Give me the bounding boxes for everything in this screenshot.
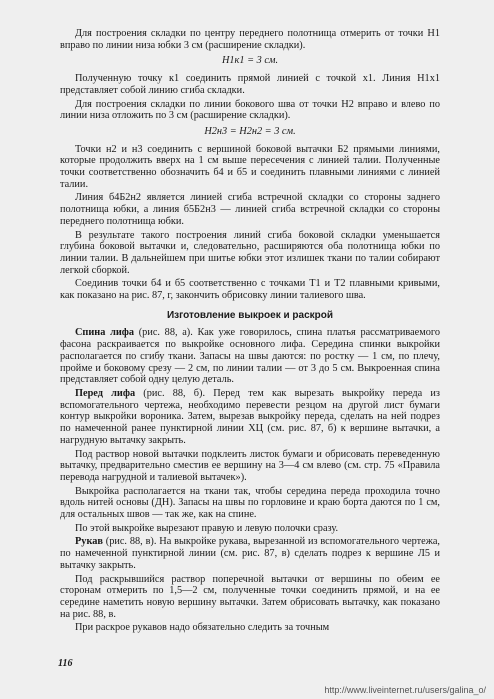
paragraph bbox=[60, 327, 440, 386]
paragraph-text: В результате такого построения линий сгиба боковой складки уменьшается глубина боковой вытачки и, следовательно, расширяются оба полотнища юбки по линии талии. В дальнейшем при шитье юбки этот излишек ткани по талии собирают легкой сборкой. bbox=[60, 229, 440, 276]
formula bbox=[60, 126, 440, 138]
paragraph bbox=[60, 230, 440, 277]
paragraph bbox=[60, 28, 440, 51]
paragraph bbox=[60, 622, 440, 634]
paragraph bbox=[60, 523, 440, 535]
paragraph-text: Соединив точки б4 и б5 соответственно с точками T1 и T2 плавными кривыми, как показано на рис. 87, г, закончить обрисовку линии талиевого шва. bbox=[60, 278, 440, 302]
paragraph-text: Для построения складки по центру переднего полотнища отмерить от точки H1 вправо по линии низа юбки 3 см (расширение складки). bbox=[60, 28, 440, 51]
formula bbox=[60, 55, 440, 67]
paragraph bbox=[60, 192, 440, 227]
paragraph bbox=[60, 99, 440, 122]
paragraph-text: Под раскрывшийся раствор поперечной вытачки от вершины по обеим ее сторонам отмерить по 1,5—2 см, полученные точки соединить прямой, и на ее середине наметить новую вершину вытачки. Затем обрисовать вытачку, как показано на рис. 88, в. bbox=[60, 573, 440, 620]
paragraph-text: Выкройка располагается на ткани так, чтобы середина переда проходила точно вдоль нитей основы (ДН). Запасы на швы по горловине и краю борта даются по 1 см, для остальных швов — так же, как на спине. bbox=[60, 485, 440, 521]
paragraph-text: Полученную точку к1 соединить прямой линией с точкой x1. Линия H1x1 представляет собой линию сгиба складки. bbox=[60, 73, 440, 96]
paragraph bbox=[60, 73, 440, 96]
section-heading bbox=[60, 310, 440, 322]
page-number: 116 bbox=[58, 658, 73, 669]
paragraph-lead: Рукав bbox=[75, 536, 103, 548]
paragraph bbox=[60, 388, 440, 447]
watermark-url[interactable]: http://www.liveinternet.ru/users/galina_o/ bbox=[324, 685, 486, 695]
paragraph bbox=[60, 574, 440, 621]
paragraph-lead: Спина лифа bbox=[75, 327, 135, 339]
paragraph-lead: Перед лифа bbox=[75, 387, 136, 399]
paragraph-text: (рис. 88, б). Перед тем как вырезать выкройку переда из вспомогательного чертежа, необходимо перевести резцом на другой лист бумаги контур выкройки вороника. Затем, вырезав выкройку переда, сделать на ней подрез по намеченной ранее пунктирной линии ХЦ (см. рис. 87, б) к вершине вытачки, а нагрудную вытачку закрыть. bbox=[60, 387, 440, 446]
paragraph-text: Точки н2 и н3 соединить с вершиной боковой вытачки Б2 прямыми линиями, которые продолжить вверх на 1 см выше пересечения с линией талии. Полученные точки соответственно обозначить б4 и б5 и соединить плавными линиями с линией талии. bbox=[60, 143, 440, 190]
paragraph-text: Линия б4Б2н2 является линией сгиба встречной складки со стороны заднего полотнища юбки, а линия б5Б2н3 — линией сгиба встречной складки со стороны переднего полотнища юбки. bbox=[60, 192, 440, 227]
paragraph-text: H1к1 = 3 см. bbox=[221, 55, 279, 67]
paragraph bbox=[60, 486, 440, 521]
paragraph-text: Для построения складки по линии бокового шва от точки H2 вправо и влево по линии низа отложить по 3 см (расширение складки). bbox=[60, 98, 440, 122]
paragraph-text: Под раствор новой вытачки подклеить листок бумаги и обрисовать переведенную вытачку, предварительно сместив ее вершину на 3—4 см влево (см. стр. 75 «Правила перевода нагрудной и талиевой вытачек»). bbox=[60, 448, 440, 483]
paragraph bbox=[60, 144, 440, 191]
paragraph bbox=[60, 536, 440, 571]
paragraph-text: Изготовление выкроек и раскрой bbox=[166, 309, 334, 321]
paragraph-text: H2н3 = H2н2 = 3 см. bbox=[204, 125, 296, 137]
paragraph-text: (рис. 88, в). На выкройке рукава, вырезанной из вспомогательного чертежа, по намеченной пунктирной линии (см. рис. 87, в) сделать подрез к вершине Л5 и вытачку закрыть. bbox=[60, 536, 440, 571]
body-text bbox=[60, 28, 440, 636]
paragraph-text: При раскрое рукавов надо обязательно следить за точным bbox=[75, 622, 330, 634]
paragraph-text: По этой выкройке вырезают правую и левую полочки сразу. bbox=[75, 522, 339, 534]
paragraph-text: (рис. 88, а). Как уже говорилось, спина платья рассматриваемого фасона раскраивается по выкройке основного лифа. Середина спинки выкройки располагается по сгибу ткани. Запасы на швы даются: по ростку — 1 см, по плечу, пройме и боковому срезу — 2 см, по линии талии — от 3 до 5 см. Выкроенная спина представляет собой одну целую деталь. bbox=[60, 327, 440, 386]
paragraph bbox=[60, 449, 440, 484]
paragraph bbox=[60, 278, 440, 301]
